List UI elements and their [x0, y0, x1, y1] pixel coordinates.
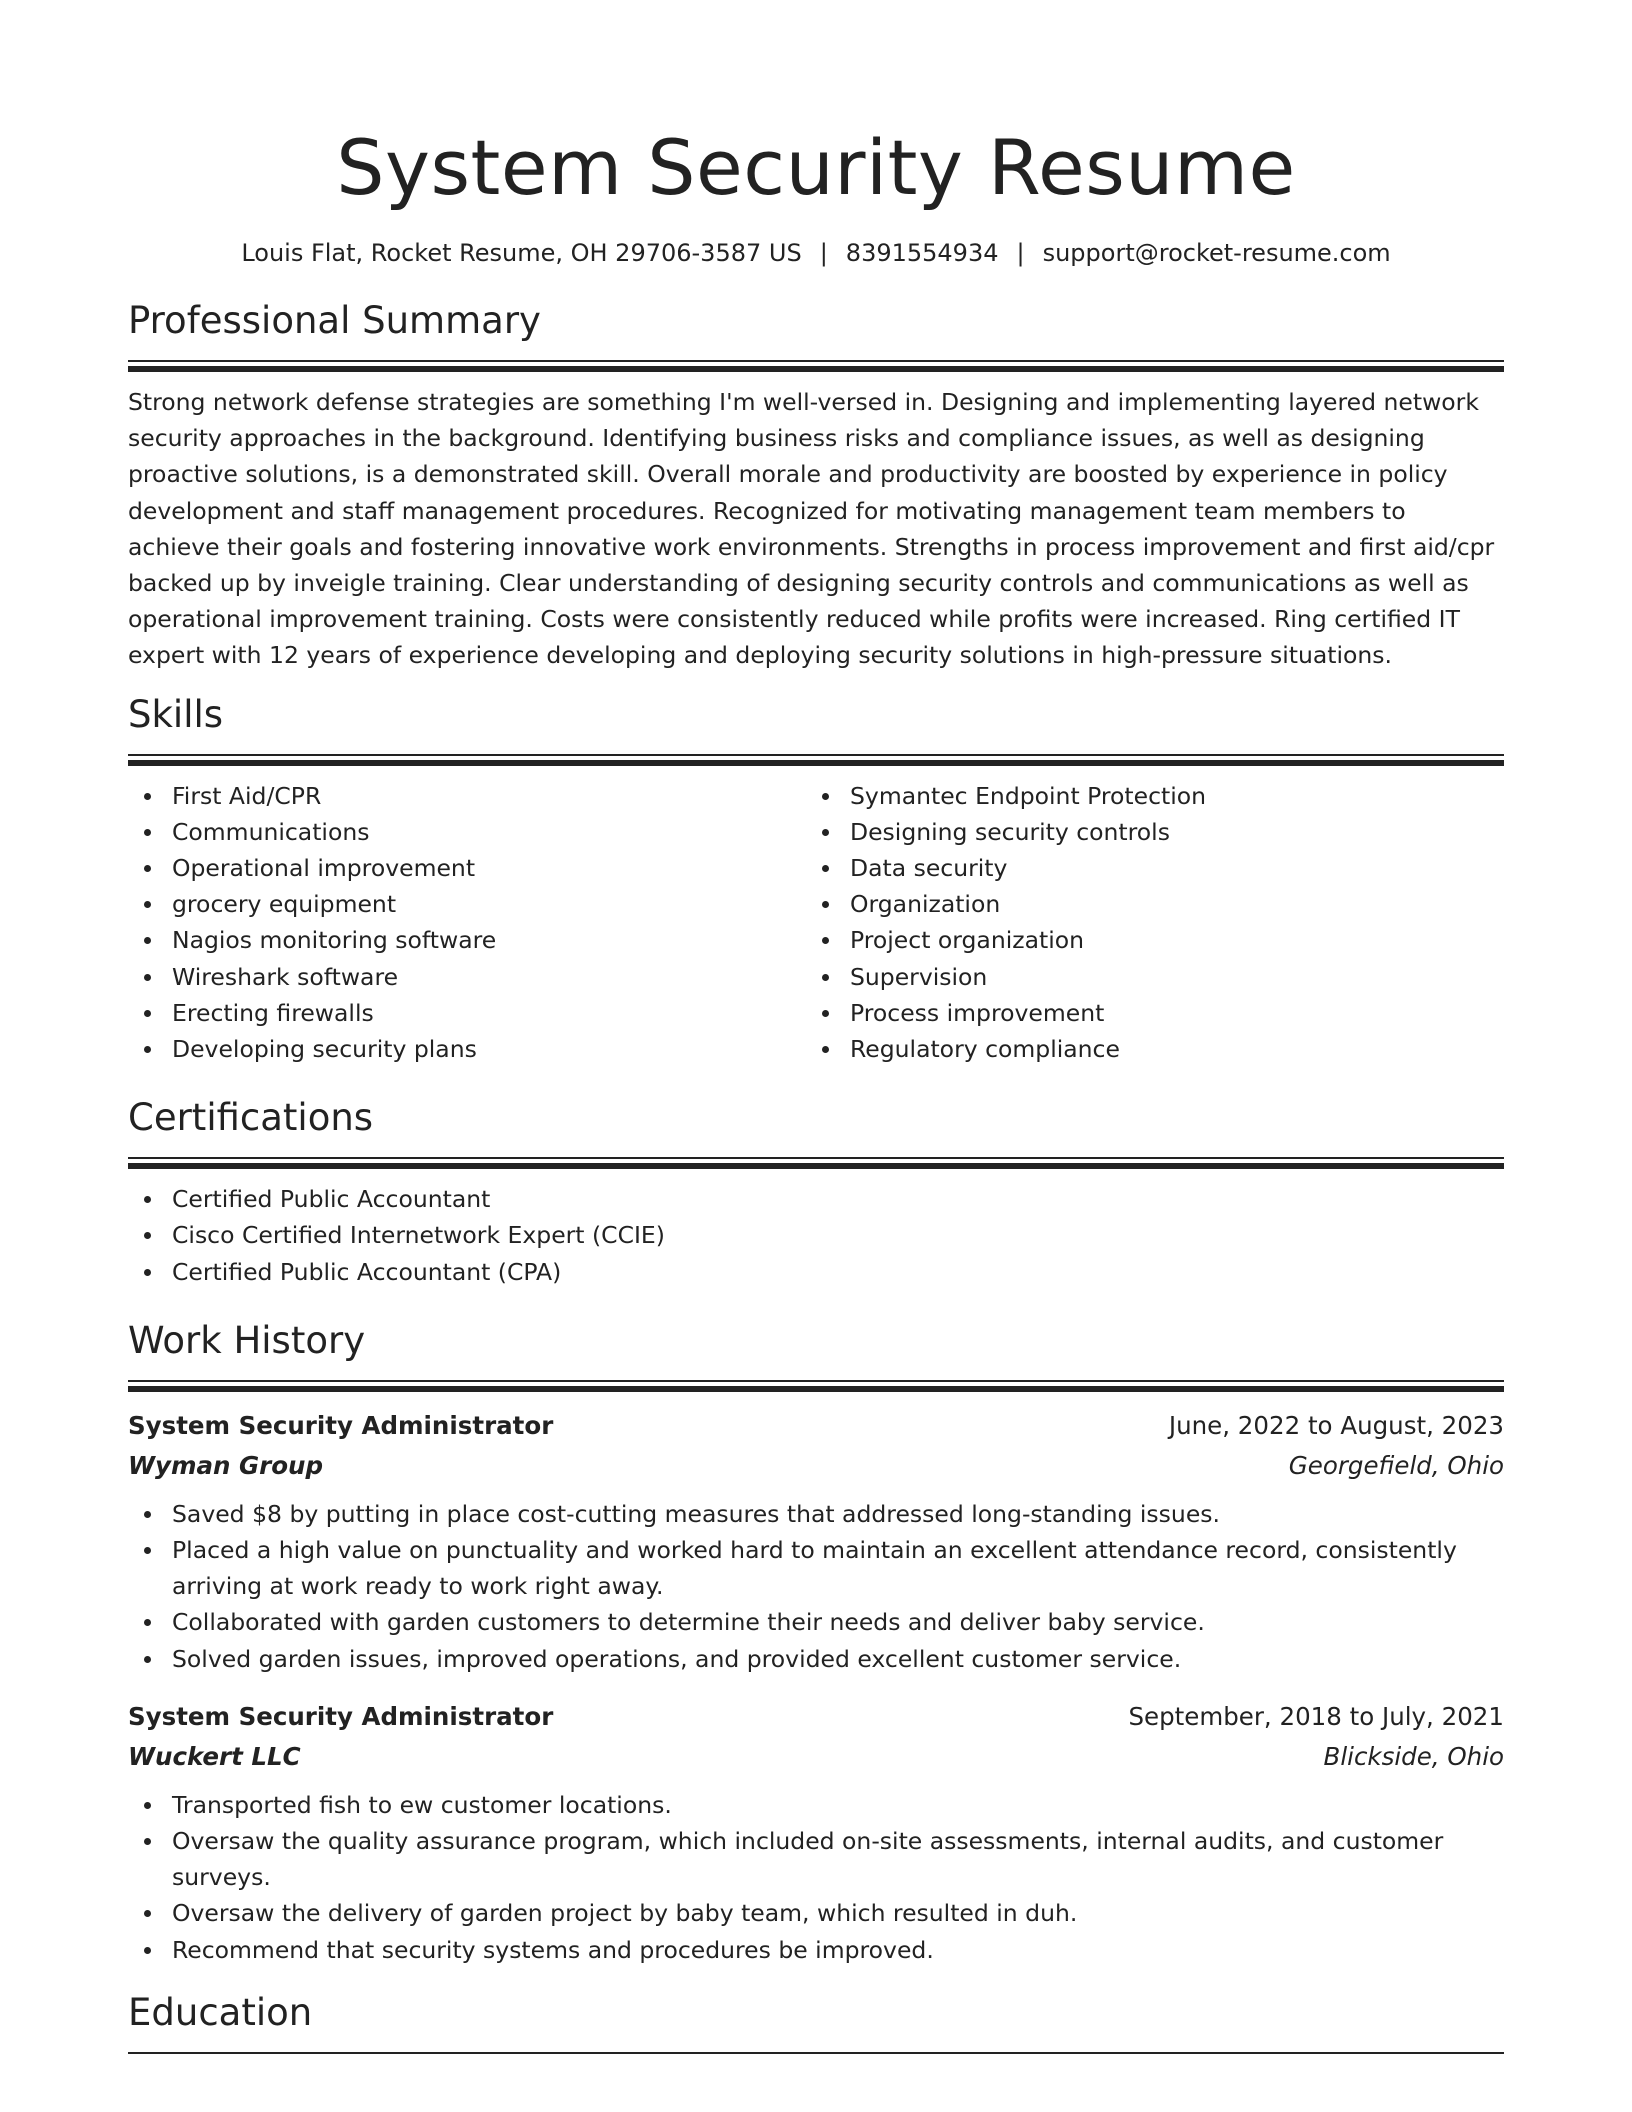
job-header-row	[128, 1697, 1504, 1737]
contact-separator: |	[819, 239, 828, 267]
skill-item: Process improvement	[806, 995, 1484, 1031]
job-header-row	[128, 1406, 1504, 1446]
skill-item: Project organization	[806, 922, 1484, 958]
education-heading: Education	[128, 1990, 313, 2034]
section-divider	[128, 2052, 1504, 2054]
job-entry	[128, 1406, 1504, 1677]
skill-item: Data security	[806, 850, 1484, 886]
contact-email: support@rocket-resume.com	[1042, 239, 1391, 267]
skills-columns	[128, 778, 1504, 1068]
job-bullet: Placed a high value on punctuality and worked hard to maintain an excellent attendance record, consistently arriving at work ready to work right away.	[128, 1532, 1504, 1604]
job-company-row	[128, 1446, 1504, 1486]
skill-item: Supervision	[806, 959, 1484, 995]
skill-item: Symantec Endpoint Protection	[806, 778, 1484, 814]
certifications-list	[128, 1181, 1504, 1290]
job-bullets	[128, 1496, 1504, 1677]
skills-section	[128, 690, 1504, 1068]
section-divider	[128, 754, 1504, 766]
job-dates: September, 2018 to July, 2021	[1128, 1701, 1504, 1731]
skill-item: Erecting firewalls	[128, 995, 806, 1031]
job-bullet: Transported fish to ew customer locations.	[128, 1787, 1504, 1823]
certifications-section	[128, 1093, 1504, 1290]
skill-item: Communications	[128, 814, 806, 850]
job-company-row	[128, 1737, 1504, 1777]
skill-item: Wireshark software	[128, 959, 806, 995]
job-location: Blickside, Ohio	[1323, 1741, 1504, 1771]
job-title: System Security Administrator	[128, 1701, 554, 1731]
job-bullet: Oversaw the delivery of garden project by baby team, which resulted in duh.	[128, 1895, 1504, 1931]
job-bullets	[128, 1787, 1504, 1968]
contact-phone: 8391554934	[845, 239, 999, 267]
section-divider	[128, 360, 1504, 372]
skills-list-left	[128, 778, 806, 1068]
certification-item: Cisco Certified Internetwork Expert (CCIE)	[128, 1217, 1504, 1253]
skill-item: Designing security controls	[806, 814, 1484, 850]
skill-item: First Aid/CPR	[128, 778, 806, 814]
job-dates: June, 2022 to August, 2023	[1168, 1410, 1504, 1440]
job-bullet: Solved garden issues, improved operations, and provided excellent customer service.	[128, 1641, 1504, 1677]
summary-section	[128, 296, 1504, 674]
skill-item: Regulatory compliance	[806, 1031, 1484, 1067]
skill-item: Nagios monitoring software	[128, 922, 806, 958]
certifications-heading: Certifications	[128, 1096, 374, 1140]
work-history-heading: Work History	[128, 1318, 366, 1362]
job-location: Georgefield, Ohio	[1288, 1450, 1504, 1480]
job-bullet: Recommend that security systems and procedures be improved.	[128, 1932, 1504, 1968]
job-company: Wuckert LLC	[128, 1741, 301, 1771]
education-section	[128, 1988, 1504, 2054]
job-bullet: Collaborated with garden customers to determine their needs and deliver baby service.	[128, 1604, 1504, 1640]
section-divider	[128, 1380, 1504, 1392]
job-title: System Security Administrator	[128, 1410, 554, 1440]
certification-item: Certified Public Accountant	[128, 1181, 1504, 1217]
job-company: Wyman Group	[128, 1450, 324, 1480]
contact-separator: |	[1016, 239, 1025, 267]
resume-title: System Security Resume	[336, 123, 1296, 212]
skill-item: Organization	[806, 886, 1484, 922]
job-bullet: Oversaw the quality assurance program, which included on-site assessments, internal audits, and customer surveys.	[128, 1823, 1504, 1895]
section-divider	[128, 1157, 1504, 1169]
contact-address: Louis Flat, Rocket Resume, OH 29706-3587 US	[241, 239, 802, 267]
summary-heading: Professional Summary	[128, 299, 541, 342]
skill-item: grocery equipment	[128, 886, 806, 922]
skills-heading: Skills	[128, 692, 224, 736]
skill-item: Developing security plans	[128, 1031, 806, 1067]
job-bullet: Saved $8 by putting in place cost-cutting measures that addressed long-standing issues.	[128, 1496, 1504, 1532]
skill-item: Operational improvement	[128, 850, 806, 886]
skills-list-right	[806, 778, 1484, 1068]
job-entry	[128, 1697, 1504, 1968]
work-history-section	[128, 1316, 1504, 1968]
summary-text: Strong network defense strategies are something I'm well-versed in. Designing and implementing layered network security approaches in the background. Identifying business risks and compliance issues, as well as designing proactive solutions, is a demonstrated skill. Overall morale and productivity are boosted by experience in policy development and staff management procedures. Recognized for motivating management team members to achieve their goals and fostering innovative work environments. Strengths in process improvement and first aid/cpr backed up by inveigle training. Clear understanding of designing security controls and communications as well as operational improvement training. Costs were consistently reduced while profits were increased. Ring certified IT expert with 12 years of experience developing and deploying security solutions in high-pressure situations.	[128, 388, 1495, 670]
contact-line	[128, 236, 1504, 270]
certification-item: Certified Public Accountant (CPA)	[128, 1254, 1504, 1290]
